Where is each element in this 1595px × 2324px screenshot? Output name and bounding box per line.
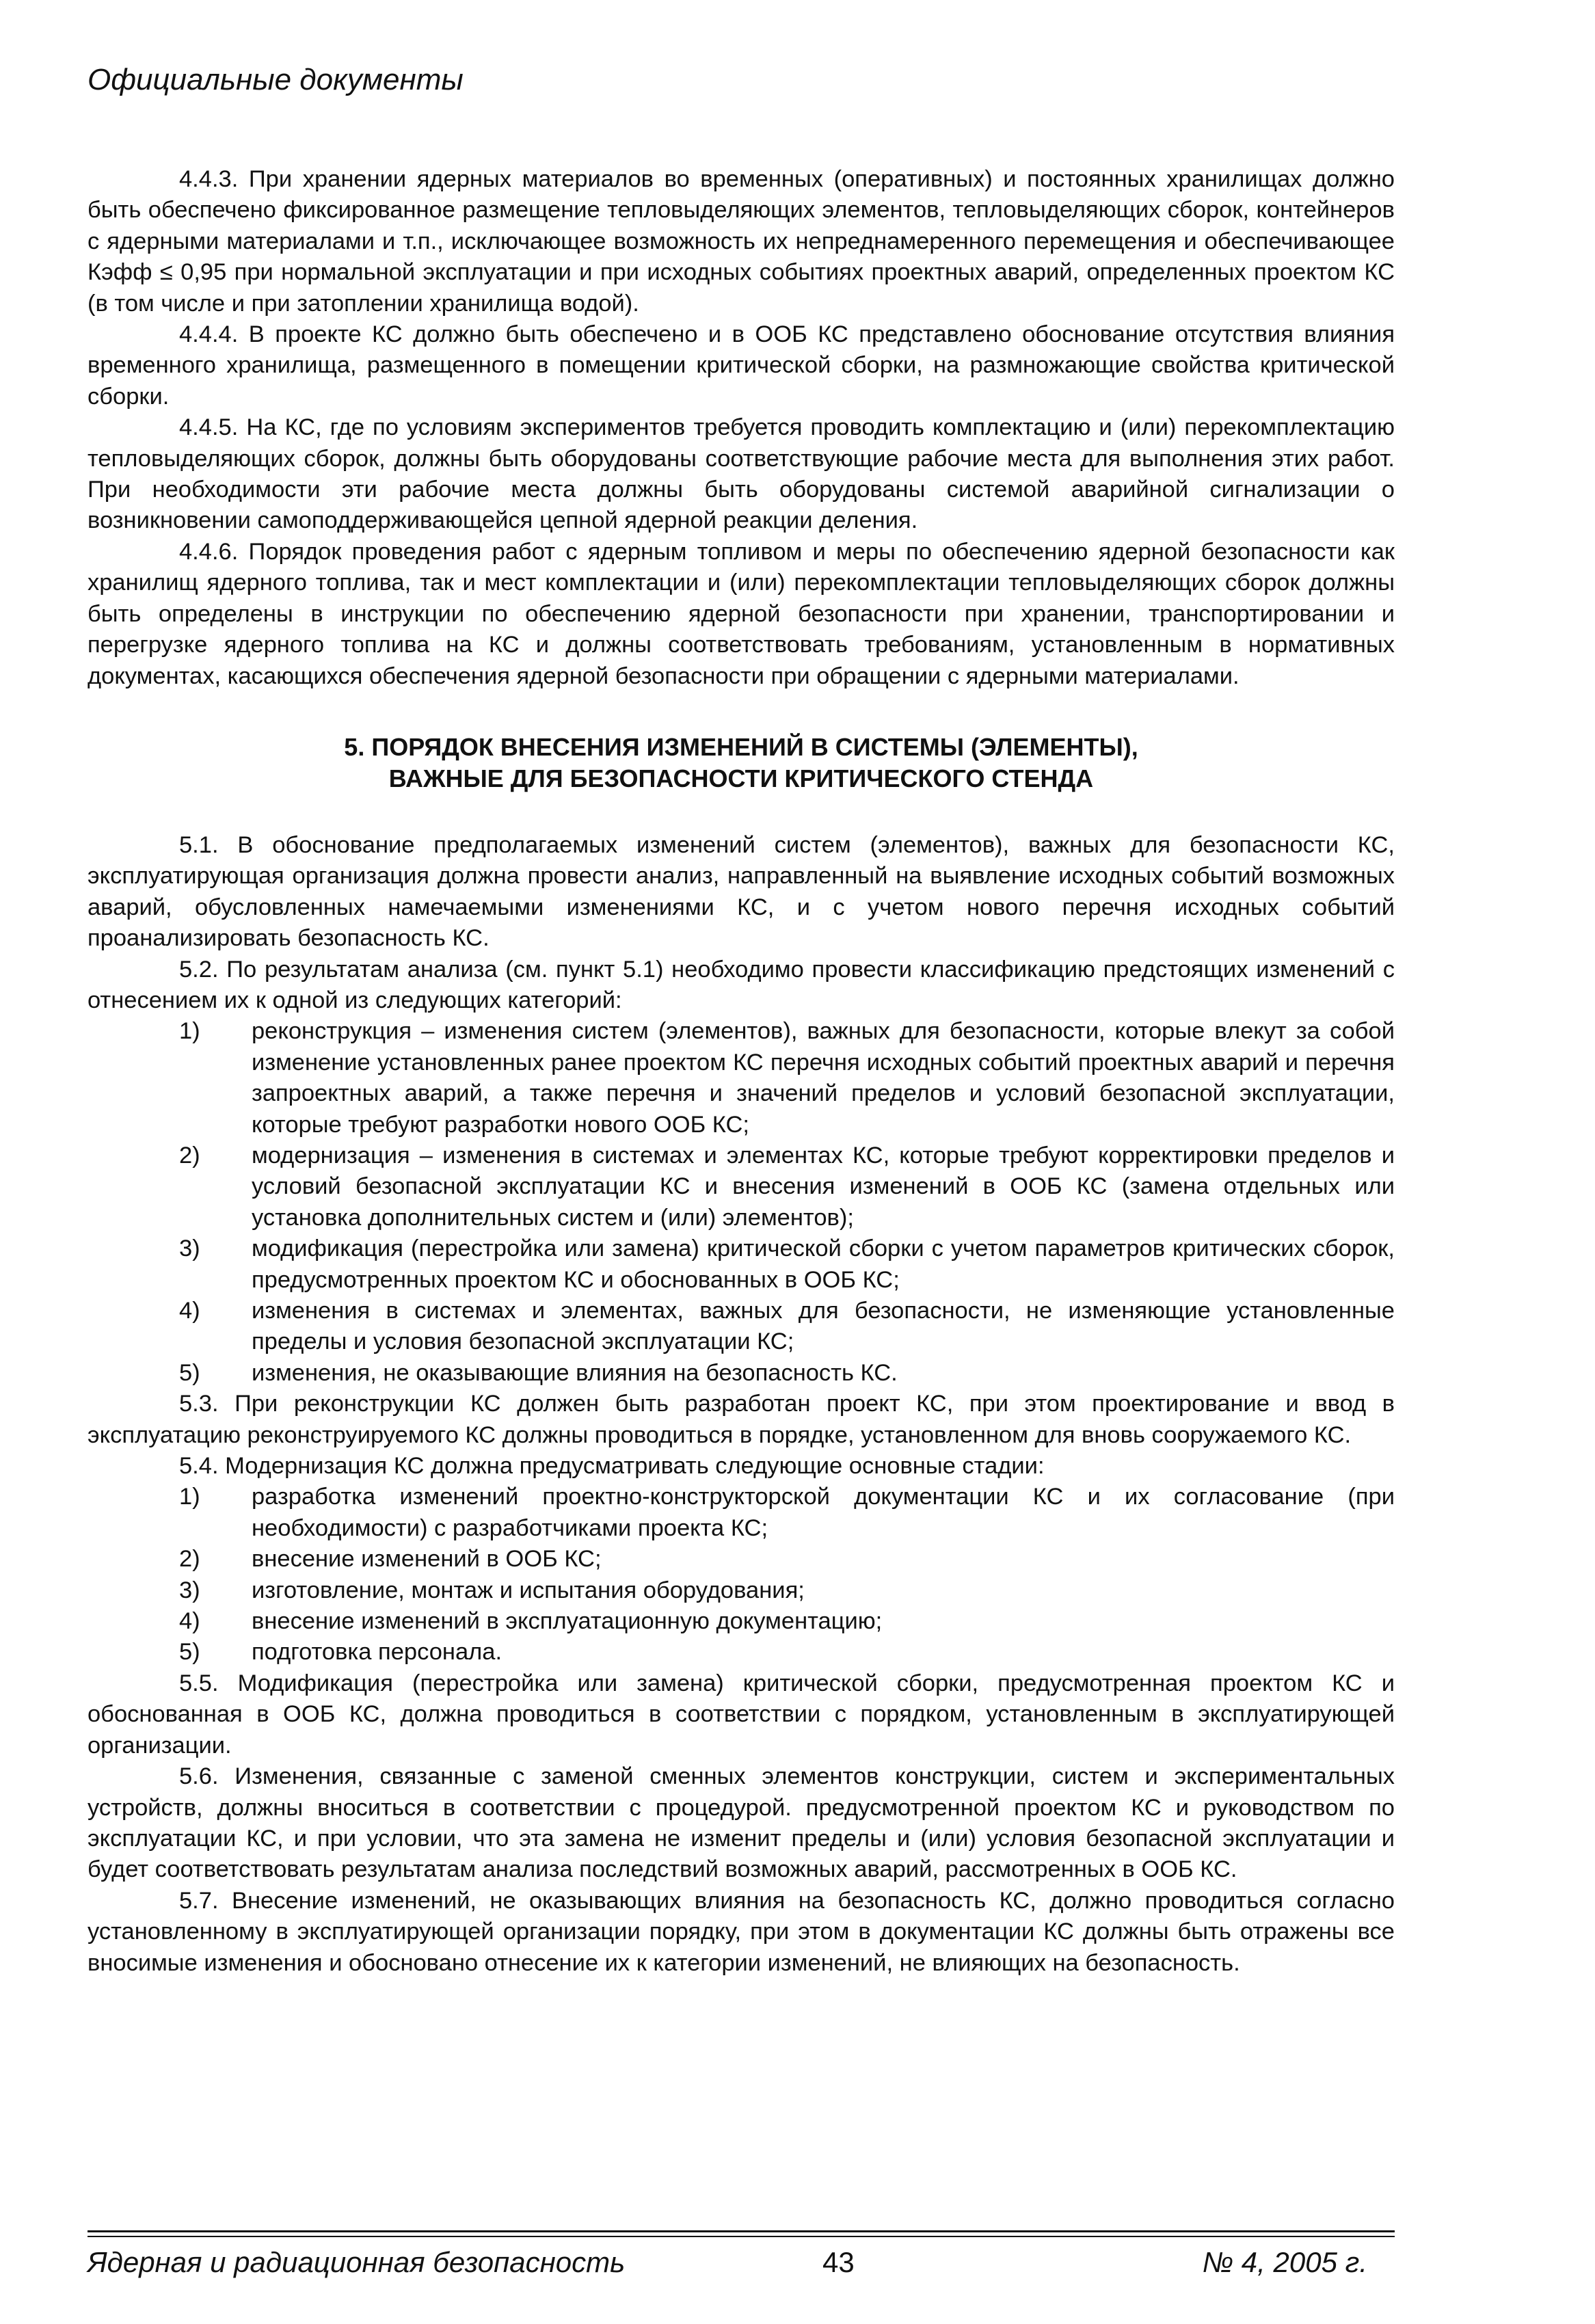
modernization-stages-list — [88, 1482, 1395, 1668]
paragraph-4-4-3: 4.4.3. При хранении ядерных материалов во временных (оперативных) и постоянных хранилищах должно быть обеспечено фиксированное размещение тепловыделяющих элементов, тепловыделяющих сборок, контейнеров с ядерными материалами и т.п., исключающее возможность их непреднамеренного перемещения и обеспечивающее Кэфф ≤ 0,95 при нормальной эксплуатации и при исходных событиях проектных аварий, определенных проектом КС (в том числе и при затоплении хранилища водой). — [88, 166, 1395, 317]
list-item-number: 1) — [179, 1484, 200, 1510]
list-item-number: 5) — [179, 1359, 200, 1386]
paragraph-5-7: 5.7. Внесение изменений, не оказывающих влияния на безопасность КС, должно проводиться согласно установленному в эксплуатирующей организации порядку, при этом в документации КС должны быть отражены все вносимые изменения и обосновано отнесение их к категории изменений, не влияющих на безопасность. — [88, 1887, 1395, 1976]
list-item-number: 3) — [179, 1236, 200, 1262]
page-number: 43 — [822, 2246, 855, 2278]
list-item — [88, 1233, 1395, 1296]
paragraph-5-2: 5.2. По результатам анализа (см. пункт 5.1) необходимо провести классификацию предстоящих изменений с отнесением их к одной из следующих категорий: — [88, 956, 1395, 1013]
list-item-text: внесение изменений в эксплуатационную документацию; — [252, 1608, 883, 1635]
change-categories-list — [88, 1016, 1395, 1389]
paragraph-4-4-4: 4.4.4. В проекте КС должно быть обеспечено и в ООБ КС представлено обоснование отсутствия влияния временного хранилища, размещенного в помещении критической сборки, на размножающие свойства критической сборки. — [88, 321, 1395, 410]
issue-number: № 4, 2005 г. — [1202, 2246, 1367, 2278]
list-item-number: 2) — [179, 1142, 200, 1168]
paragraph-5-1: 5.1. В обоснование предполагаемых изменений систем (элементов), важных для безопасности КС, эксплуатирующая организация должна провести анализ, направленный на выявление исходных событий возможных аварий, обусловленных намечаемыми изменениями КС, и с учетом нового перечня исходных событий проанализировать безопасность КС. — [88, 831, 1395, 952]
list-item-number: 5) — [179, 1639, 200, 1666]
list-item — [88, 1637, 1395, 1668]
footer-rule-top — [88, 2230, 1395, 2232]
list-item-text: модернизация – изменения в системах и элементах КС, которые требуют корректировки пределов и условий безопасной эксплуатации КС и внесения изменений в ООБ КС (замена отдельных или установка дополнительных систем и (или) элементов); — [252, 1142, 1395, 1231]
page-footer — [88, 2246, 1395, 2280]
list-item-number: 4) — [179, 1608, 200, 1635]
document-body — [88, 164, 1395, 1979]
list-item-text: изменения, не оказывающие влияния на безопасность КС. — [252, 1359, 898, 1386]
list-item-number: 2) — [179, 1546, 200, 1573]
list-item-number: 4) — [179, 1298, 200, 1324]
running-header: Официальные документы — [88, 63, 464, 96]
list-item-number: 1) — [179, 1018, 200, 1045]
list-item-text: реконструкция – изменения систем (элементов), важных для безопасности, которые влекут за собой изменение установленных ранее проектом КС перечня исходных событий проектных аварий и перечня запроектных аварий, а также перечня и значений пределов и условий безопасной эксплуатации, которые требуют разработки нового ООБ КС; — [252, 1018, 1395, 1138]
list-item-text: внесение изменений в ООБ КС; — [252, 1546, 602, 1573]
paragraph-5-4: 5.4. Модернизация КС должна предусматривать следующие основные стадии: — [179, 1453, 1045, 1480]
list-item-text: подготовка персонала. — [252, 1639, 502, 1666]
list-item — [88, 1296, 1395, 1358]
list-item-text: изменения в системах и элементах, важных для безопасности, не изменяющие установленные пределы и условия безопасной эксплуатации КС; — [252, 1298, 1395, 1355]
paragraph-5-3: 5.3. При реконструкции КС должен быть разработан проект КС, при этом проектирование и ввод в эксплуатацию реконструируемого КС должны проводиться в порядке, установленном для вновь сооружаемого КС. — [88, 1391, 1395, 1448]
paragraph-4-4-6: 4.4.6. Порядок проведения работ с ядерным топливом и меры по обеспечению ядерной безопасности как хранилищ ядерного топлива, так и мест комплектации и (или) перекомплектации тепловыделяющих сборок должны быть определены в инструкции по обеспечению ядерной безопасности при хранении, транспортировании и перегрузке ядерного топлива на КС и должны соответствовать требованиям, установленным в нормативных документах, касающихся обеспечения ядерной безопасности при обращении с ядерными материалами. — [88, 538, 1395, 689]
list-item — [88, 1140, 1395, 1233]
list-item — [88, 1544, 1395, 1575]
list-item-text: разработка изменений проектно-конструкторской документации КС и их согласование (при необходимости) с разработчиками проекта КС; — [252, 1484, 1395, 1541]
list-item-text: изготовление, монтаж и испытания оборудования; — [252, 1577, 805, 1603]
footer-rule-bottom — [88, 2236, 1395, 2237]
list-item-number: 3) — [179, 1577, 200, 1603]
list-item — [88, 1358, 1395, 1389]
section-heading — [88, 732, 1395, 794]
list-item — [88, 1575, 1395, 1606]
list-item — [88, 1482, 1395, 1544]
paragraph-5-6: 5.6. Изменения, связанные с заменой сменных элементов конструкции, систем и экспериментальных устройств, должны вноситься в соответствии с процедурой. предусмотренной проектом КС и руководством по эксплуатации КС, и при условии, что эта замена не изменит пределы и (или) условия безопасной эксплуатации и будет соответствовать результатам анализа последствий возможных аварий, рассмотренных в ООБ КС. — [88, 1763, 1395, 1883]
list-item-text: модификация (перестройка или замена) критической сборки с учетом параметров критических сборок, предусмотренных проектом КС и обоснованных в ООБ КС; — [252, 1236, 1395, 1293]
section-heading-line-1: 5. ПОРЯДОК ВНЕСЕНИЯ ИЗМЕНЕНИЙ В СИСТЕМЫ (ЭЛЕМЕНТЫ), — [344, 732, 1138, 761]
section-heading-line-2: ВАЖНЫЕ ДЛЯ БЕЗОПАСНОСТИ КРИТИЧЕСКОГО СТЕНДА — [388, 764, 1094, 792]
list-item — [88, 1016, 1395, 1140]
paragraph-4-4-5: 4.4.5. На КС, где по условиям экспериментов требуется проводить комплектацию и (или) перекомплектацию тепловыделяющих сборок, должны быть оборудованы соответствующие рабочие места для выполнения этих работ. При необходимости эти рабочие места должны быть оборудованы системой аварийной сигнализации о возникновении самоподдерживающейся цепной ядерной реакции деления. — [88, 414, 1395, 534]
paragraph-5-5: 5.5. Модификация (перестройка или замена) критической сборки, предусмотренная проектом КС и обоснованная в ООБ КС, должна проводиться в соответствии с порядком, установленным в эксплуатирующей организации. — [88, 1670, 1395, 1759]
list-item — [88, 1606, 1395, 1637]
journal-title: Ядерная и радиационная безопасность — [88, 2246, 626, 2278]
